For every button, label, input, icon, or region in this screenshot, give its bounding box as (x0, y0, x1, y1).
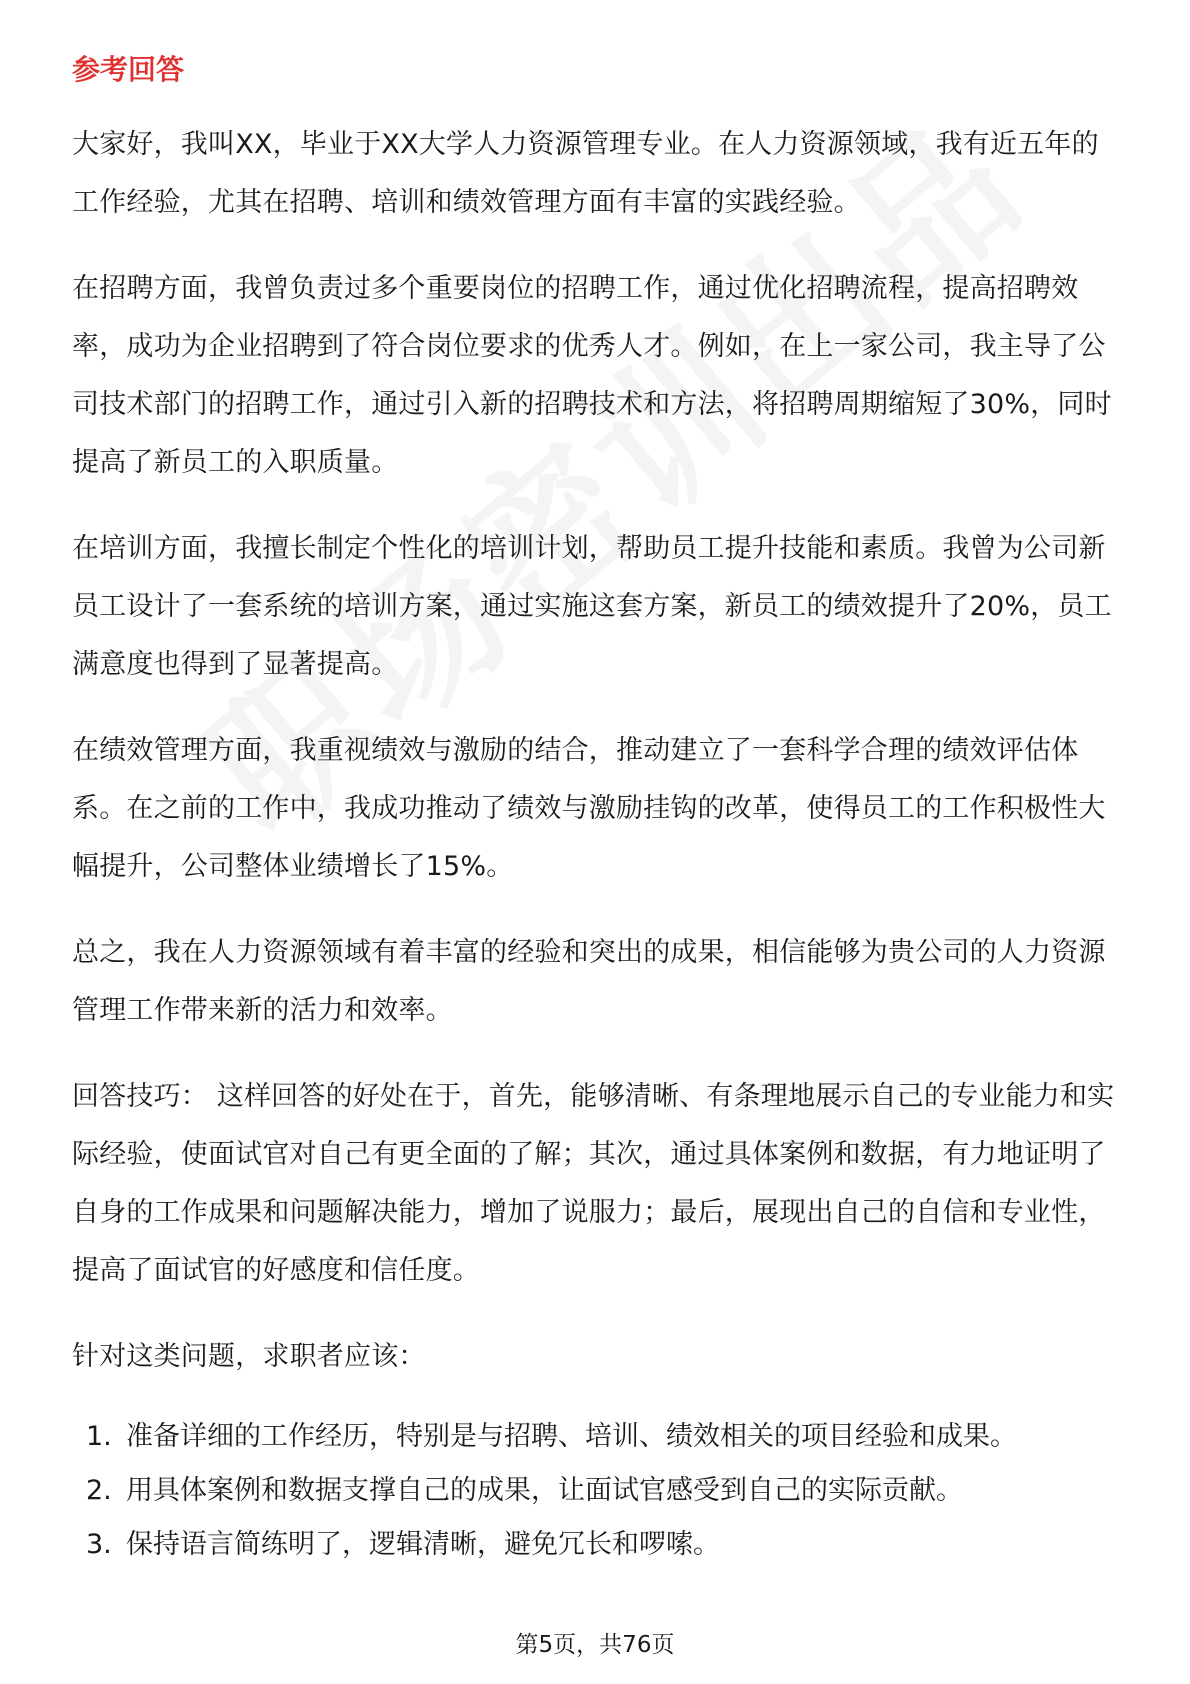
list-item-text: 准备详细的工作经历，特别是与招聘、培训、绩效相关的项目经验和成果。 (126, 1421, 1017, 1452)
answer-body (72, 116, 1122, 1572)
paragraph-recruitment: 在招聘方面，我曾负责过多个重要岗位的招聘工作，通过优化招聘流程，提高招聘效率，成功为企业招聘到了符合岗位要求的优秀人才。例如，在上一家公司，我主导了公司技术部门的招聘工作，通过引入新的招聘技术和方法，将招聘周期缩短了30%，同时提高了新员工的入职质量。 (72, 273, 1112, 478)
list-item (72, 1518, 1122, 1572)
list-intro: 针对这类问题，求职者应该： (72, 1341, 426, 1372)
list-item (72, 1410, 1122, 1464)
list-item-number: 1. (86, 1421, 112, 1452)
paragraph-training: 在培训方面，我擅长制定个性化的培训计划，帮助员工提升技能和素质。我曾为公司新员工设计了一套系统的培训方案，通过实施这套方案，新员工的绩效提升了20%，员工满意度也得到了显著提高。 (72, 533, 1112, 680)
list-item-text: 用具体案例和数据支撑自己的成果，让面试官感受到自己的实际贡献。 (126, 1475, 963, 1506)
list-item-text: 保持语言简练明了，逻辑清晰，避免冗长和啰嗦。 (126, 1529, 720, 1560)
paragraph-intro: 大家好，我叫XX，毕业于XX大学人力资源管理专业。在人力资源领域，我有近五年的工作经验，尤其在招聘、培训和绩效管理方面有丰富的实践经验。 (72, 129, 1099, 218)
list-item-number: 2. (86, 1475, 112, 1506)
section-title: 参考回答 (72, 53, 185, 86)
advice-list (72, 1410, 1122, 1572)
paragraph-summary: 总之，我在人力资源领域有着丰富的经验和突出的成果，相信能够为贵公司的人力资源管理工作带来新的活力和效率。 (72, 937, 1106, 1026)
paragraph-performance: 在绩效管理方面，我重视绩效与激励的结合，推动建立了一套科学合理的绩效评估体系。在之前的工作中，我成功推动了绩效与激励挂钩的改革，使得员工的工作积极性大幅提升，公司整体业绩增长了15%。 (72, 735, 1106, 882)
paragraph-answer-tips: 回答技巧： 这样回答的好处在于，首先，能够清晰、有条理地展示自己的专业能力和实际经验，使面试官对自己有更全面的了解；其次，通过具体案例和数据，有力地证明了自身的工作成果和问题解决能力，增加了说服力；最后，展现出自己的自信和专业性，提高了面试官的好感度和信任度。 (72, 1081, 1115, 1286)
list-item (72, 1464, 1122, 1518)
list-item-number: 3. (86, 1529, 112, 1560)
page-number-footer: 第5页，共76页 (515, 1632, 675, 1658)
